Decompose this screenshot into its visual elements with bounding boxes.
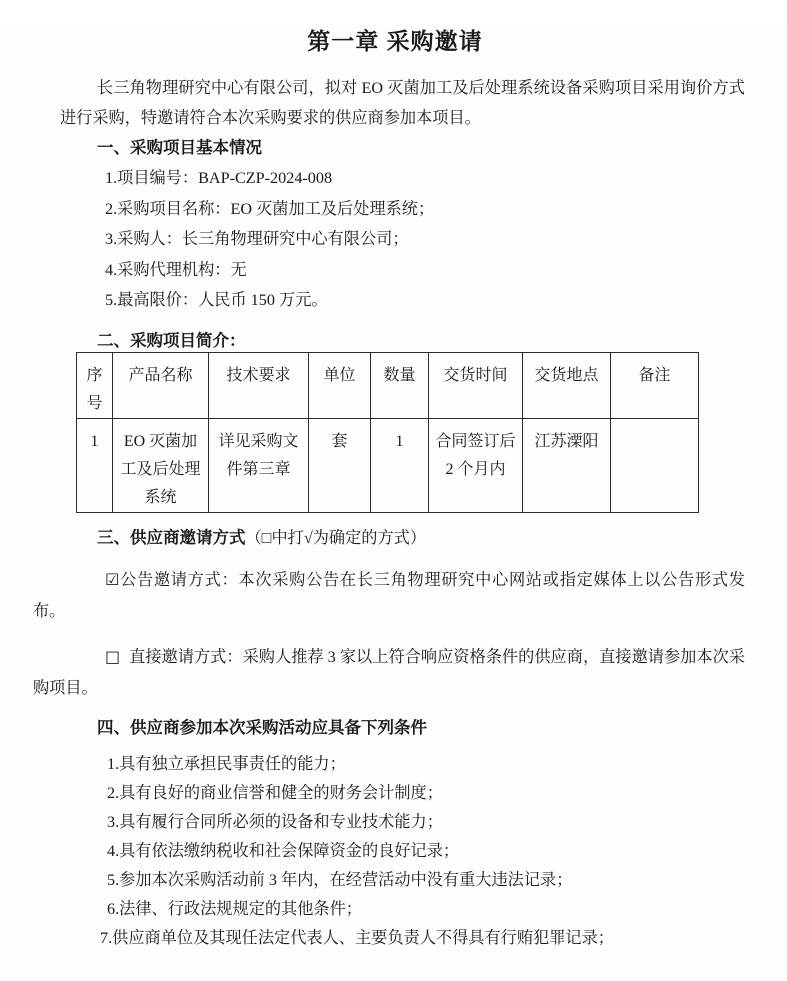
col-header-unit: 单位 — [309, 352, 371, 418]
section-3-heading-note: （□中打√为确定的方式） — [245, 528, 427, 547]
col-header-qty: 数量 — [371, 352, 429, 418]
condition-item-5: 5.参加本次采购活动前 3 年内，在经营活动中没有重大违法记录； — [107, 870, 573, 889]
cell-delivery-time: 合同签订后 2 个月内 — [429, 418, 523, 512]
cell-delivery-place: 江苏溧阳 — [523, 418, 611, 512]
direct-invite-option — [33, 641, 745, 705]
products-table — [76, 352, 699, 513]
agency-item: 4.采购代理机构：无 — [105, 260, 247, 279]
condition-item-6: 6.法律、行政法规规定的其他条件； — [107, 899, 362, 918]
cell-seq: 1 — [77, 418, 113, 512]
cell-qty: 1 — [371, 418, 429, 512]
ballot-box-icon: □ — [105, 646, 121, 666]
col-header-tech: 技术要求 — [209, 352, 309, 418]
condition-item-7: 7.供应商单位及其现任法定代表人、主要负责人不得具有行贿犯罪记录； — [100, 928, 614, 947]
cell-remark — [611, 418, 699, 512]
section-2-heading: 二、采购项目简介： — [97, 331, 246, 350]
section-1-heading: 一、采购项目基本情况 — [97, 139, 262, 157]
table-row — [77, 418, 699, 512]
cell-product: EO 灭菌加工及后处理系统 — [113, 418, 209, 512]
project-name-item: 2.采购项目名称：EO 灭菌加工及后处理系统； — [105, 199, 435, 218]
project-info-list — [45, 163, 745, 316]
col-header-product: 产品名称 — [113, 352, 209, 418]
announcement-invite-text: 公告邀请方式：本次采购公告在长三角物理研究中心网站或指定媒体上以公告形式发布。 — [33, 570, 745, 621]
col-header-delivery-place: 交货地点 — [523, 352, 611, 418]
col-header-remark: 备注 — [611, 352, 699, 418]
condition-item-3: 3.具有履行合同所必须的设备和专业技术能力； — [107, 812, 443, 831]
announcement-invite-option — [33, 564, 745, 628]
purchaser-item: 3.采购人：长三角物理研究中心有限公司； — [105, 230, 409, 249]
section-4-heading: 四、供应商参加本次采购活动应具备下列条件 — [97, 718, 427, 737]
cell-tech: 详见采购文件第三章 — [209, 418, 309, 512]
ballot-box-checked-icon: ☑ — [105, 569, 120, 589]
col-header-seq: 序号 — [77, 352, 113, 418]
col-header-delivery-time: 交货时间 — [429, 352, 523, 418]
direct-invite-text: 直接邀请方式：采购人推荐 3 家以上符合响应资格条件的供应商，直接邀请参加本次采购项目。 — [33, 647, 745, 698]
condition-item-2: 2.具有良好的商业信誉和健全的财务会计制度； — [107, 783, 443, 802]
price-limit-item: 5.最高限价：人民币 150 万元。 — [105, 291, 328, 310]
section-3-heading-text: 三、供应商邀请方式 — [97, 528, 246, 547]
cell-unit: 套 — [309, 418, 371, 512]
project-number-item: 1.项目编号：BAP-CZP-2024-008 — [105, 169, 333, 187]
intro-paragraph: 长三角物理研究中心有限公司，拟对 EO 灭菌加工及后处理系统设备采购项目采用询价方式进行采购，特邀请符合本次采购要求的供应商参加本项目。 — [60, 79, 745, 127]
condition-item-1: 1.具有独立承担民事责任的能力； — [107, 754, 346, 773]
chapter-title: 第一章 采购邀请 — [307, 28, 483, 54]
section-3-heading — [45, 523, 745, 553]
condition-item-4: 4.具有依法缴纳税收和社会保障资金的良好记录； — [107, 841, 460, 860]
document-page — [33, 26, 745, 953]
supplier-conditions-list — [45, 750, 745, 953]
table-header-row — [77, 352, 699, 418]
